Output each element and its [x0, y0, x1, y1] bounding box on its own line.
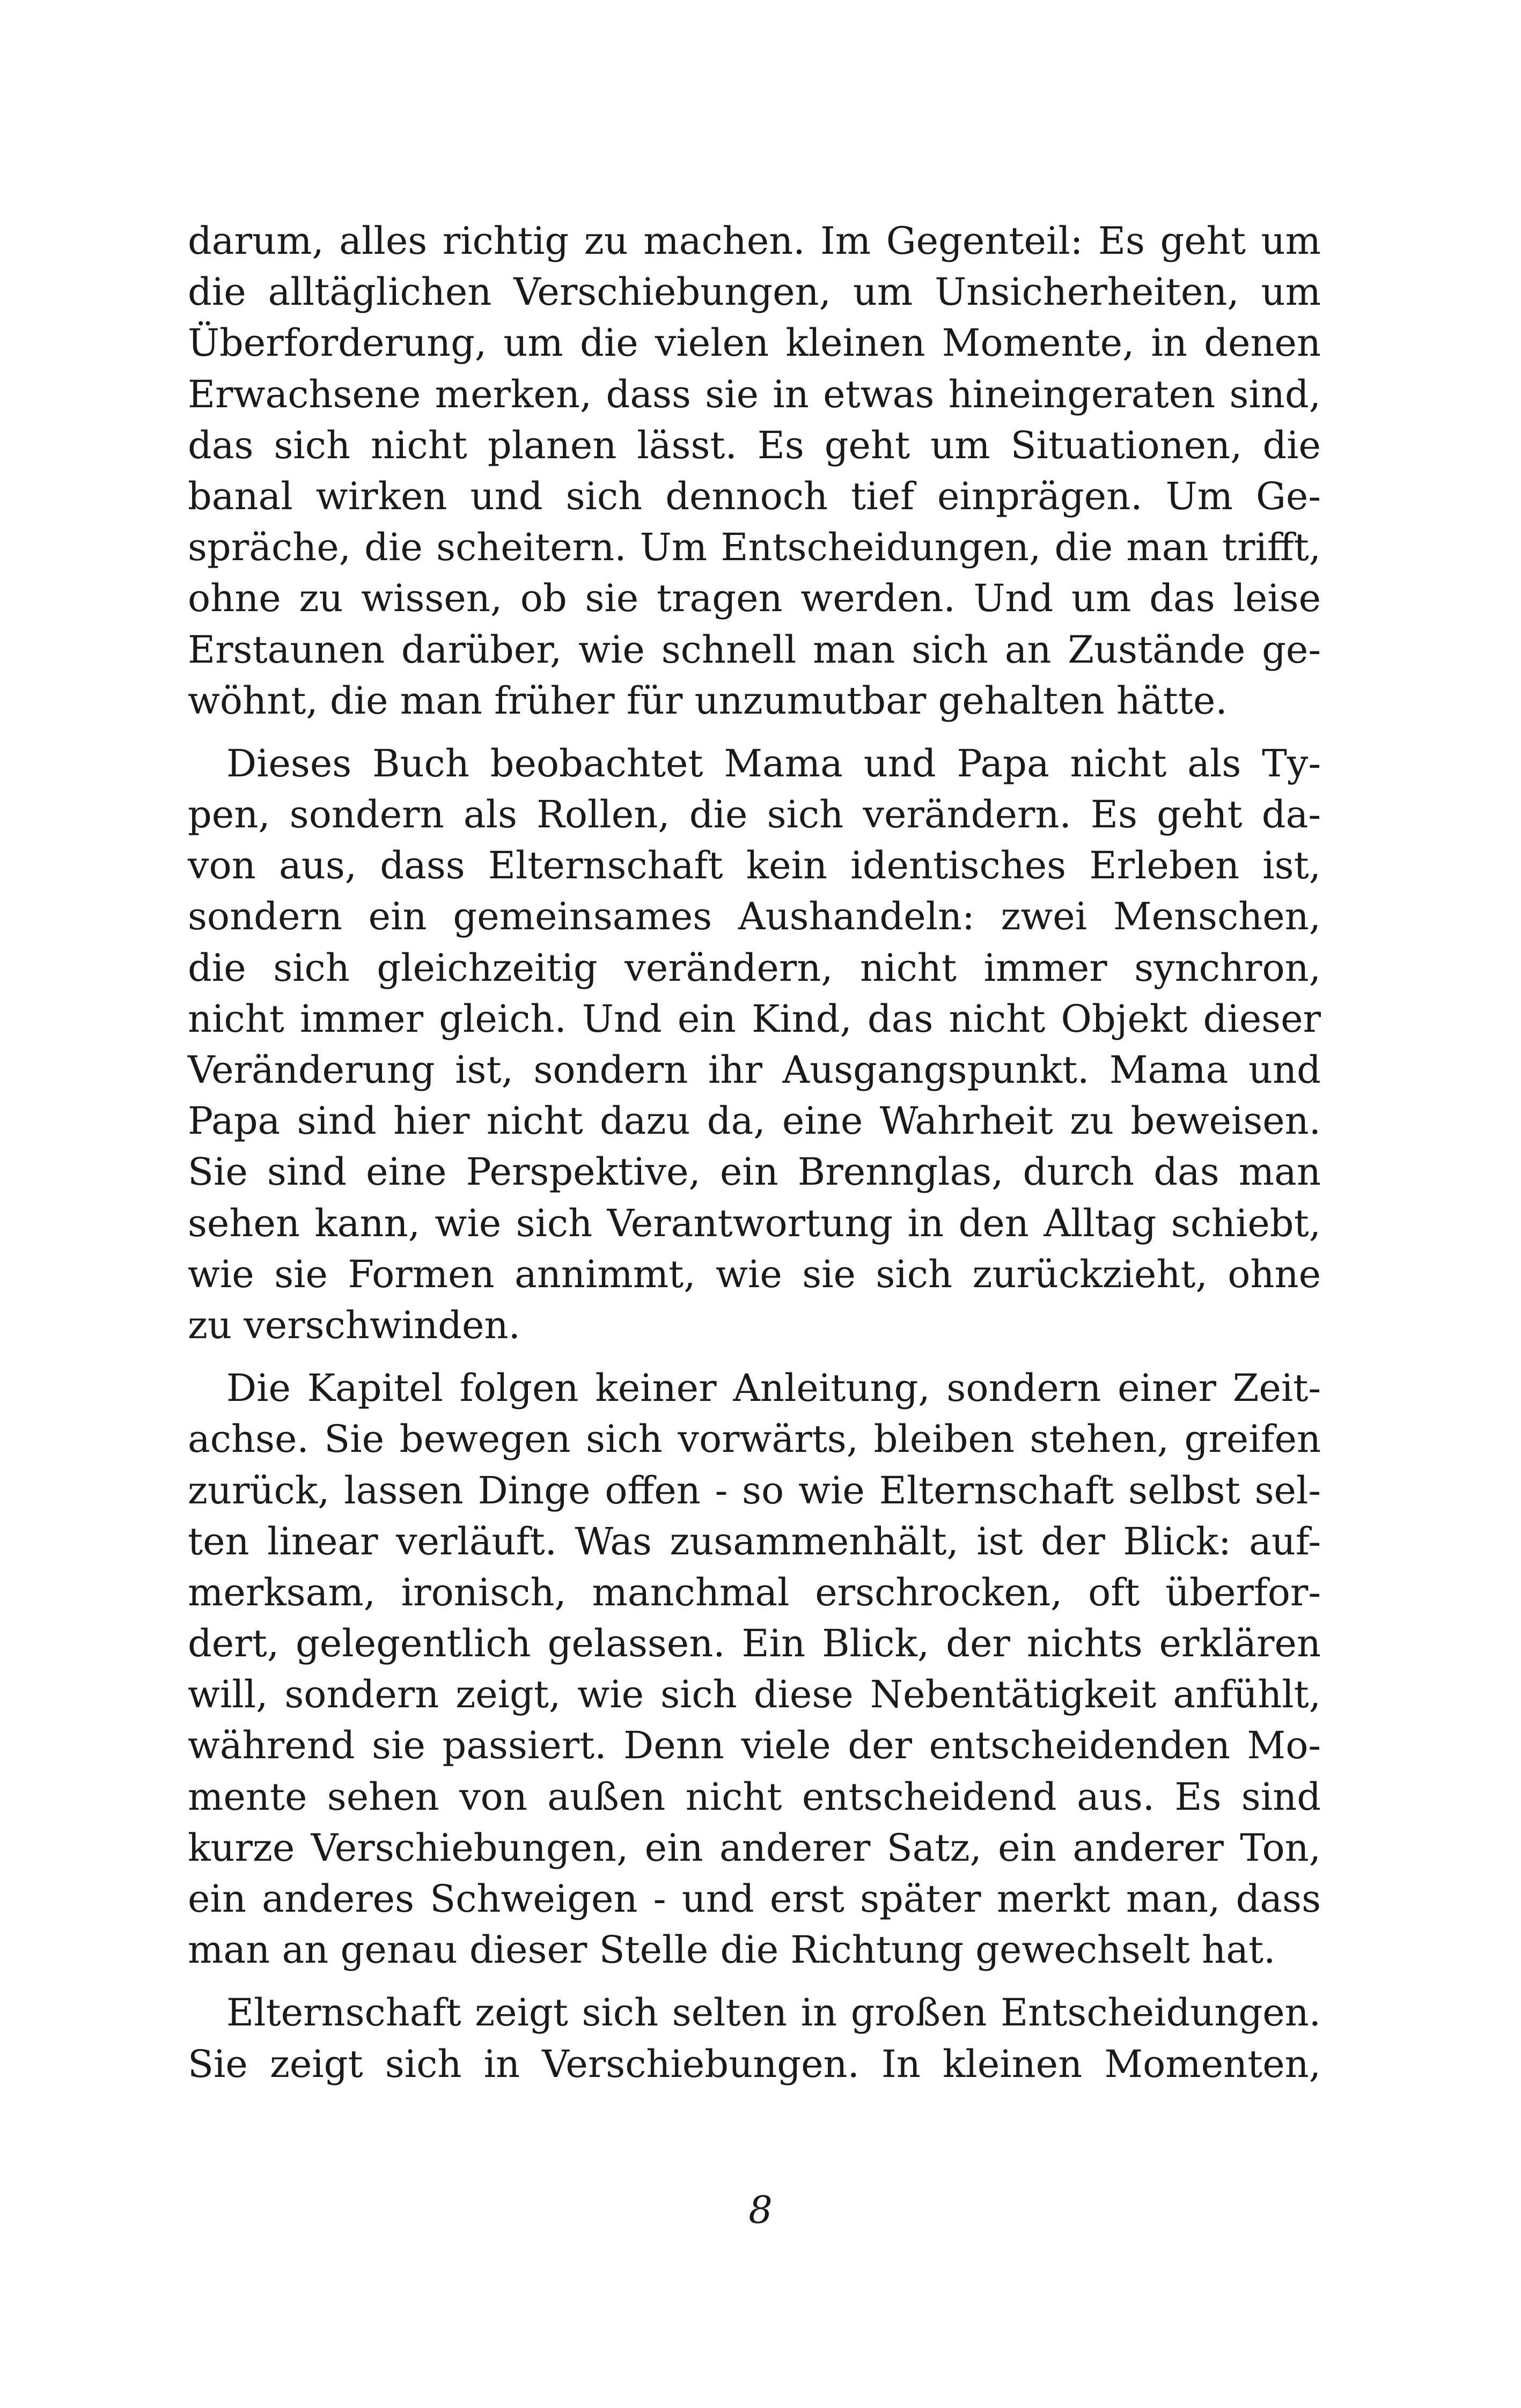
text-line: Erwachsene merken, dass sie in etwas hineingeraten sind,: [188, 372, 1321, 416]
text-line: das sich nicht planen lässt. Es geht um Situationen, die: [188, 423, 1321, 467]
text-line: darum, alles richtig zu machen. Im Gegenteil: Es geht um: [188, 219, 1321, 263]
text-line: wie sie Formen annimmt, wie sie sich zurückzieht, ohne: [188, 1252, 1321, 1296]
text-line: während sie passiert. Denn viele der entscheidenden Mo-: [188, 1723, 1321, 1768]
text-line: achse. Sie bewegen sich vorwärts, bleiben stehen, greifen: [188, 1417, 1321, 1462]
text-line: will, sondern zeigt, wie sich diese Nebentätigkeit anfühlt,: [188, 1672, 1321, 1717]
text-line: Sie sind eine Perspektive, ein Brennglas, durch das man: [188, 1150, 1321, 1194]
text-line: ohne zu wissen, ob sie tragen werden. Und um das leise: [188, 576, 1321, 621]
text-line: pen, sondern als Rollen, die sich verändern. Es geht da-: [188, 792, 1321, 837]
text-line: nicht immer gleich. Und ein Kind, das nicht Objekt dieser: [188, 996, 1321, 1041]
text-line: mente sehen von außen nicht entscheidend aus. Es sind: [188, 1774, 1321, 1819]
paragraph: [188, 216, 1321, 726]
text-line: spräche, die scheitern. Um Entscheidungen, die man trifft,: [188, 525, 1321, 570]
text-line: kurze Verschiebungen, ein anderer Satz, ein anderer Ton,: [188, 1825, 1321, 1870]
text-line: die alltäglichen Verschiebungen, um Unsicherheiten, um: [188, 270, 1321, 314]
text-line: Veränderung ist, sondern ihr Ausgangspunkt. Mama und: [188, 1048, 1321, 1092]
text-line: ten linear verläuft. Was zusammenhält, ist der Blick: auf-: [188, 1519, 1321, 1563]
page-number: 8: [748, 2188, 773, 2232]
text-line: die sich gleichzeitig verändern, nicht immer synchron,: [188, 945, 1321, 990]
paragraph: [188, 738, 1321, 1351]
text-line: zurück, lassen Dinge offen - so wie Elternschaft selbst sel-: [188, 1468, 1321, 1513]
text-line: Überforderung, um die vielen kleinen Momente, in denen: [188, 321, 1321, 365]
paragraph-gap: [188, 726, 1321, 738]
text-line: wöhnt, die man früher für unzumutbar gehalten hätte.: [188, 678, 1228, 723]
text-line: merksam, ironisch, manchmal erschrocken, oft überfor-: [188, 1570, 1321, 1614]
text-line: Elternschaft zeigt sich selten in großen Entscheidungen.: [226, 1991, 1321, 2035]
text-line: Papa sind hier nicht dazu da, eine Wahrheit zu beweisen.: [188, 1099, 1321, 1143]
text-line: sondern ein gemeinsames Aushandeln: zwei Menschen,: [188, 894, 1321, 939]
text-line: man an genau dieser Stelle die Richtung gewechselt hat.: [188, 1928, 1276, 1972]
text-line: Die Kapitel folgen keiner Anleitung, sondern einer Zeit-: [226, 1366, 1321, 1411]
text-line: Sie zeigt sich in Verschiebungen. In kleinen Momenten,: [188, 2042, 1321, 2086]
paragraph-gap: [188, 1976, 1321, 1987]
text-line: zu verschwinden.: [188, 1303, 520, 1347]
text-line: Dieses Buch beobachtet Mama und Papa nicht als Ty-: [226, 741, 1321, 785]
body-text: [188, 216, 1321, 2090]
text-line: sehen kann, wie sich Verantwortung in den Alltag schiebt,: [188, 1201, 1321, 1245]
paragraph: [188, 1363, 1321, 1976]
text-line: Erstaunen darüber, wie schnell man sich an Zustände ge-: [188, 627, 1321, 672]
text-line: banal wirken und sich dennoch tief einprägen. Um Ge-: [188, 474, 1321, 518]
text-line: dert, gelegentlich gelassen. Ein Blick, der nichts erklären: [188, 1621, 1321, 1666]
paragraph: [188, 1987, 1321, 2089]
text-line: ein anderes Schweigen - und erst später merkt man, dass: [188, 1877, 1321, 1921]
paragraph-gap: [188, 1351, 1321, 1363]
text-line: von aus, dass Elternschaft kein identisches Erleben ist,: [188, 843, 1321, 888]
